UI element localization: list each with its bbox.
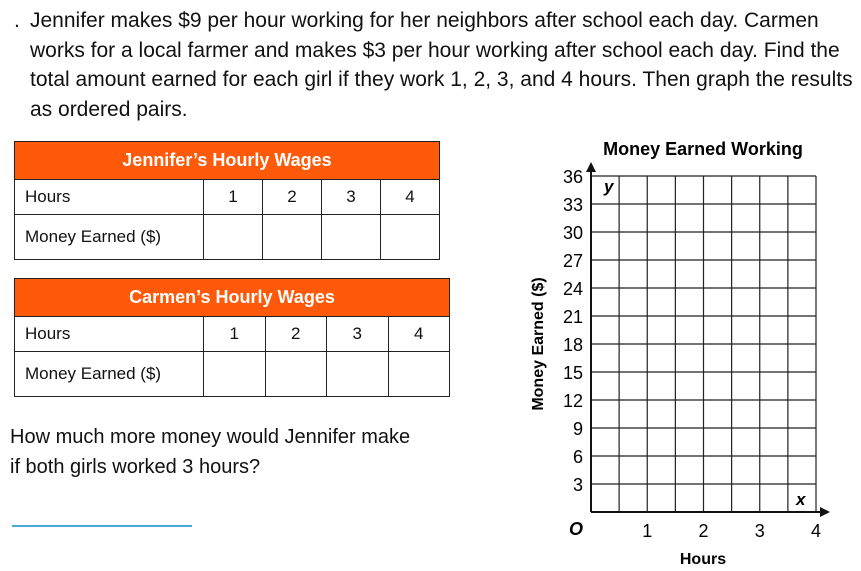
origin-label: O [569,519,584,539]
money-earned-label: Money Earned ($) [15,352,204,397]
y-tick-label: 27 [562,251,583,271]
y-axis-arrow [586,162,596,172]
y-axis-letter: y [604,177,614,196]
y-tick-label: 6 [572,447,583,467]
y-tick-label: 33 [562,195,583,215]
hours-cell: 4 [381,180,440,215]
y-tick-label: 21 [562,307,583,327]
y-tick-label: 30 [562,223,583,243]
x-tick-label: 1 [642,521,653,541]
y-tick-label: 36 [562,167,583,187]
question-line: How much more money would Jennifer make [10,426,411,448]
y-tick-label: 3 [572,475,583,495]
x-axis-label: Hours [679,551,727,568]
y-axis-label: Money Earned ($) [530,277,547,411]
carmen-table-title: Carmen’s Hourly Wages [15,279,450,317]
question-line: if both girls worked 3 hours? [10,456,261,478]
hours-label: Hours [15,317,204,352]
hours-cell: 3 [327,317,389,352]
y-tick-label: 24 [562,279,583,299]
money-earned-label: Money Earned ($) [15,215,204,260]
hours-cell: 2 [265,317,327,352]
hours-label: Hours [15,180,204,215]
jennifer-table-title: Jennifer’s Hourly Wages [15,142,440,180]
x-tick-label: 4 [810,521,822,541]
axes [586,162,830,517]
y-tick-label: 12 [562,391,583,411]
hours-cell: 2 [263,180,322,215]
x-tick-label: 3 [754,521,765,541]
problem-bullet: . [14,9,20,32]
x-tick-label: 2 [698,521,709,541]
y-tick-label: 9 [572,419,583,439]
problem-text: Jennifer makes $9 per hour working for her neighbors after school each day. Carmen works for a local farmer and makes $3 per hour working after school each day. Find the total amount earned for each girl if they work 1, 2, 3, and 4 hours. Then graph the results as ordered pairs. [30,9,853,121]
hours-cell: 3 [322,180,381,215]
y-tick-label: 18 [562,335,583,355]
grid [591,176,816,512]
hours-cell: 1 [204,180,263,215]
hours-cell: 1 [204,317,266,352]
tick-labels [563,167,821,541]
x-axis-letter: x [796,490,806,509]
x-axis-arrow [820,507,830,517]
y-tick-label: 15 [562,363,583,383]
chart-title: Money Earned Working [603,139,803,159]
hours-cell: 4 [388,317,450,352]
